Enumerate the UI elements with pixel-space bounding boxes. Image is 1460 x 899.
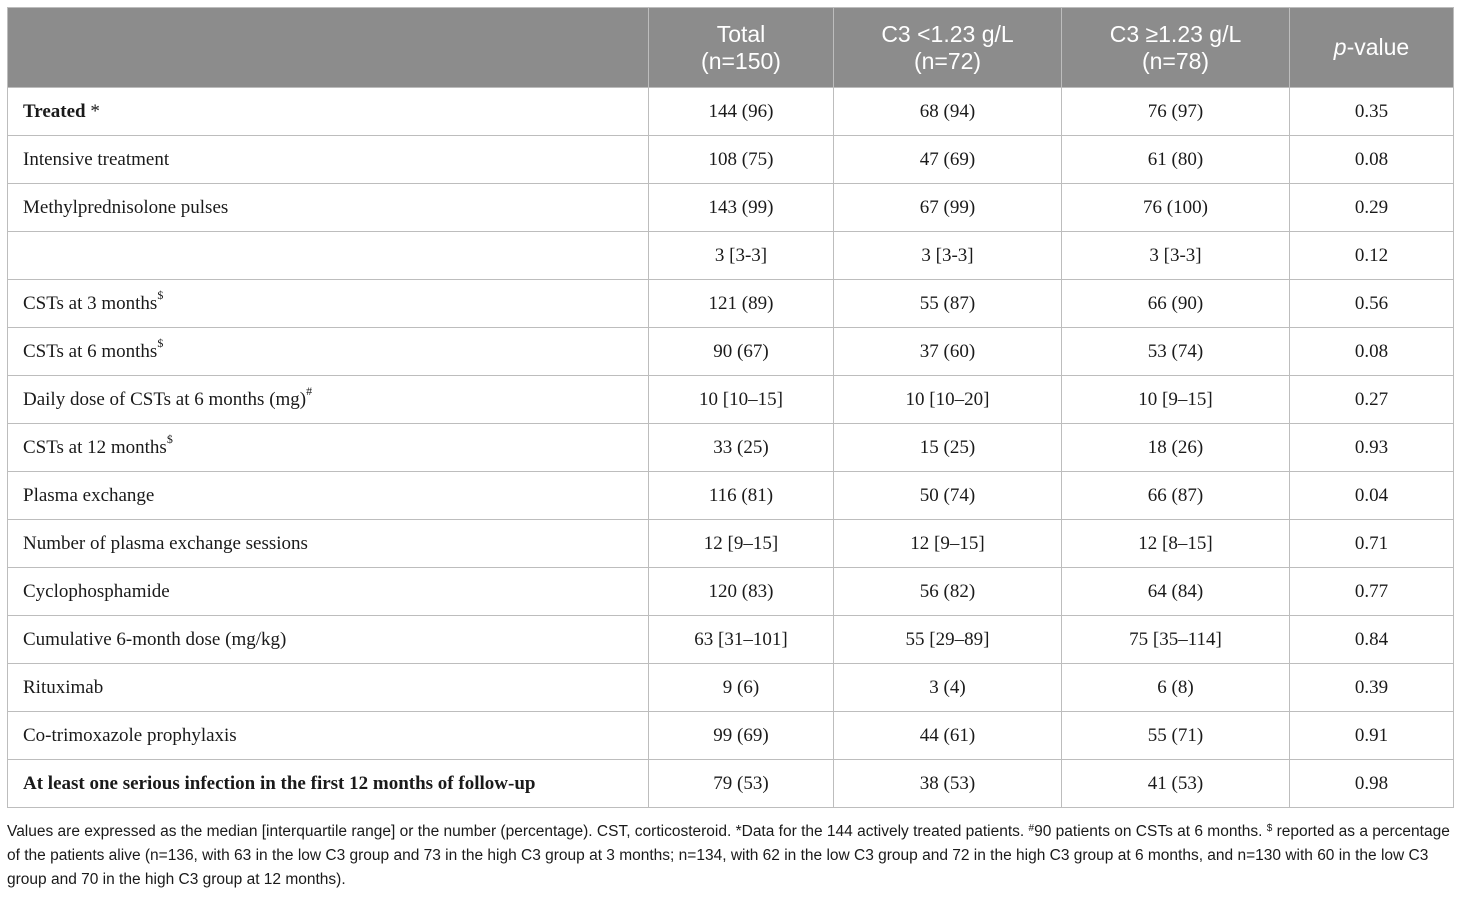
header-low-n: (n=72)	[913, 47, 982, 74]
row-label: Methylprednisolone pulses	[23, 196, 229, 218]
row-label-cell	[8, 616, 649, 664]
footnote-part3: reported as a percentage of the patients alive (n=136, with 63 in the low C3 group and 73 in the high C3 group at 3 months; n=134, with 62 in the low C3 group and 72 in the high C3 group at 6 months, and n=130 with 60 in the low C3 group and 70 in the high C3 group at 12 months).	[7, 823, 1450, 888]
row-label-cell	[8, 232, 649, 280]
cell-p: 0.08	[1290, 136, 1454, 184]
header-p-italic: p	[1333, 34, 1347, 60]
table-body	[8, 88, 1454, 808]
header-total-label: Total	[716, 20, 766, 47]
cell-total: 63 [31–101]	[649, 616, 834, 664]
row-footnote-mark: #	[306, 383, 313, 398]
header-high-c3	[1062, 8, 1290, 88]
cell-low: 15 (25)	[834, 424, 1062, 472]
table-row	[8, 712, 1454, 760]
cell-total: 10 [10–15]	[649, 376, 834, 424]
footnote-sup2: $	[1266, 823, 1273, 834]
cell-total: 120 (83)	[649, 568, 834, 616]
cell-total: 108 (75)	[649, 136, 834, 184]
cell-p: 0.29	[1290, 184, 1454, 232]
row-label-cell	[8, 328, 649, 376]
row-label: Cyclophosphamide	[23, 580, 170, 602]
header-p-value	[1290, 8, 1454, 88]
row-label: At least one serious infection in the first 12 months of follow-up	[23, 772, 536, 794]
cell-total: 99 (69)	[649, 712, 834, 760]
row-label: Cumulative 6-month dose (mg/kg)	[23, 628, 287, 650]
table-row	[8, 664, 1454, 712]
row-label: CSTs at 3 months	[23, 292, 158, 314]
cell-total: 12 [9–15]	[649, 520, 834, 568]
cell-low: 3 [3-3]	[834, 232, 1062, 280]
cell-high: 61 (80)	[1062, 136, 1290, 184]
cell-high: 76 (100)	[1062, 184, 1290, 232]
cell-total: 79 (53)	[649, 760, 834, 808]
cell-p: 0.08	[1290, 328, 1454, 376]
table-row	[8, 472, 1454, 520]
results-table-container	[7, 7, 1453, 808]
cell-low: 55 (87)	[834, 280, 1062, 328]
cell-high: 55 (71)	[1062, 712, 1290, 760]
cell-high: 64 (84)	[1062, 568, 1290, 616]
cell-low: 55 [29–89]	[834, 616, 1062, 664]
cell-p: 0.71	[1290, 520, 1454, 568]
header-row	[8, 8, 1454, 88]
cell-p: 0.12	[1290, 232, 1454, 280]
cell-p: 0.98	[1290, 760, 1454, 808]
row-label: Treated	[23, 100, 86, 122]
cell-high: 18 (26)	[1062, 424, 1290, 472]
row-footnote-mark: *	[85, 100, 100, 122]
table-row	[8, 568, 1454, 616]
cell-high: 76 (97)	[1062, 88, 1290, 136]
row-label: Plasma exchange	[23, 484, 155, 506]
table-row	[8, 760, 1454, 808]
table-row	[8, 616, 1454, 664]
row-label-cell	[8, 664, 649, 712]
cell-high: 6 (8)	[1062, 664, 1290, 712]
cell-total: 90 (67)	[649, 328, 834, 376]
table-row	[8, 88, 1454, 136]
cell-total: 143 (99)	[649, 184, 834, 232]
row-label-cell	[8, 760, 649, 808]
cell-total: 144 (96)	[649, 88, 834, 136]
table-row	[8, 520, 1454, 568]
row-label-cell	[8, 280, 649, 328]
cell-high: 75 [35–114]	[1062, 616, 1290, 664]
cell-low: 10 [10–20]	[834, 376, 1062, 424]
cell-p: 0.91	[1290, 712, 1454, 760]
header-high-n: (n=78)	[1141, 47, 1210, 74]
row-label: Number of plasma exchange sessions	[23, 532, 308, 554]
row-label-cell	[8, 136, 649, 184]
table-row	[8, 328, 1454, 376]
cell-total: 9 (6)	[649, 664, 834, 712]
table-row	[8, 280, 1454, 328]
treatment-table	[7, 7, 1454, 808]
cell-high: 53 (74)	[1062, 328, 1290, 376]
footnote-sup1: #	[1028, 823, 1035, 834]
cell-p: 0.39	[1290, 664, 1454, 712]
cell-low: 38 (53)	[834, 760, 1062, 808]
row-label: CSTs at 12 months	[23, 436, 167, 458]
header-low-label: C3 <1.23 g/L	[881, 20, 1014, 47]
cell-low: 37 (60)	[834, 328, 1062, 376]
cell-p: 0.77	[1290, 568, 1454, 616]
header-p-rest: -value	[1346, 34, 1410, 60]
table-row	[8, 136, 1454, 184]
cell-low: 44 (61)	[834, 712, 1062, 760]
footnote-part2: 90 patients on CSTs at 6 months.	[1034, 823, 1267, 840]
table-row	[8, 232, 1454, 280]
table-row	[8, 424, 1454, 472]
cell-high: 66 (90)	[1062, 280, 1290, 328]
table-footnote	[7, 820, 1453, 892]
table-row	[8, 184, 1454, 232]
header-low-c3	[834, 8, 1062, 88]
cell-low: 50 (74)	[834, 472, 1062, 520]
cell-p: 0.04	[1290, 472, 1454, 520]
cell-low: 56 (82)	[834, 568, 1062, 616]
cell-low: 12 [9–15]	[834, 520, 1062, 568]
row-label-cell	[8, 88, 649, 136]
cell-high: 41 (53)	[1062, 760, 1290, 808]
cell-p: 0.93	[1290, 424, 1454, 472]
row-label-cell	[8, 376, 649, 424]
cell-p: 0.56	[1290, 280, 1454, 328]
row-label-cell	[8, 712, 649, 760]
row-label-cell	[8, 424, 649, 472]
header-empty	[8, 8, 649, 88]
cell-p: 0.27	[1290, 376, 1454, 424]
row-label-cell	[8, 184, 649, 232]
cell-p: 0.84	[1290, 616, 1454, 664]
row-label-cell	[8, 472, 649, 520]
row-footnote-mark: $	[166, 431, 173, 446]
header-high-label: C3 ≥1.23 g/L	[1109, 20, 1242, 47]
row-label: Rituximab	[23, 676, 104, 698]
row-footnote-mark: $	[157, 335, 164, 350]
row-footnote-mark: $	[157, 287, 164, 302]
cell-low: 47 (69)	[834, 136, 1062, 184]
row-label: Co-trimoxazole prophylaxis	[23, 724, 237, 746]
table-row	[8, 376, 1454, 424]
header-total-n: (n=150)	[701, 47, 781, 74]
cell-total: 121 (89)	[649, 280, 834, 328]
row-label-cell	[8, 568, 649, 616]
footnote-part1: Values are expressed as the median [interquartile range] or the number (percentage). CST, corticosteroid. *Data for the 144 actively treated patients.	[7, 823, 1029, 840]
cell-p: 0.35	[1290, 88, 1454, 136]
row-label: Intensive treatment	[23, 148, 170, 170]
cell-high: 10 [9–15]	[1062, 376, 1290, 424]
row-label: Daily dose of CSTs at 6 months (mg)	[23, 388, 307, 410]
cell-low: 67 (99)	[834, 184, 1062, 232]
cell-total: 3 [3-3]	[649, 232, 834, 280]
cell-total: 33 (25)	[649, 424, 834, 472]
cell-low: 3 (4)	[834, 664, 1062, 712]
cell-low: 68 (94)	[834, 88, 1062, 136]
row-label: CSTs at 6 months	[23, 340, 158, 362]
cell-high: 66 (87)	[1062, 472, 1290, 520]
row-label-cell	[8, 520, 649, 568]
header-total	[649, 8, 834, 88]
cell-total: 116 (81)	[649, 472, 834, 520]
cell-high: 3 [3-3]	[1062, 232, 1290, 280]
cell-high: 12 [8–15]	[1062, 520, 1290, 568]
